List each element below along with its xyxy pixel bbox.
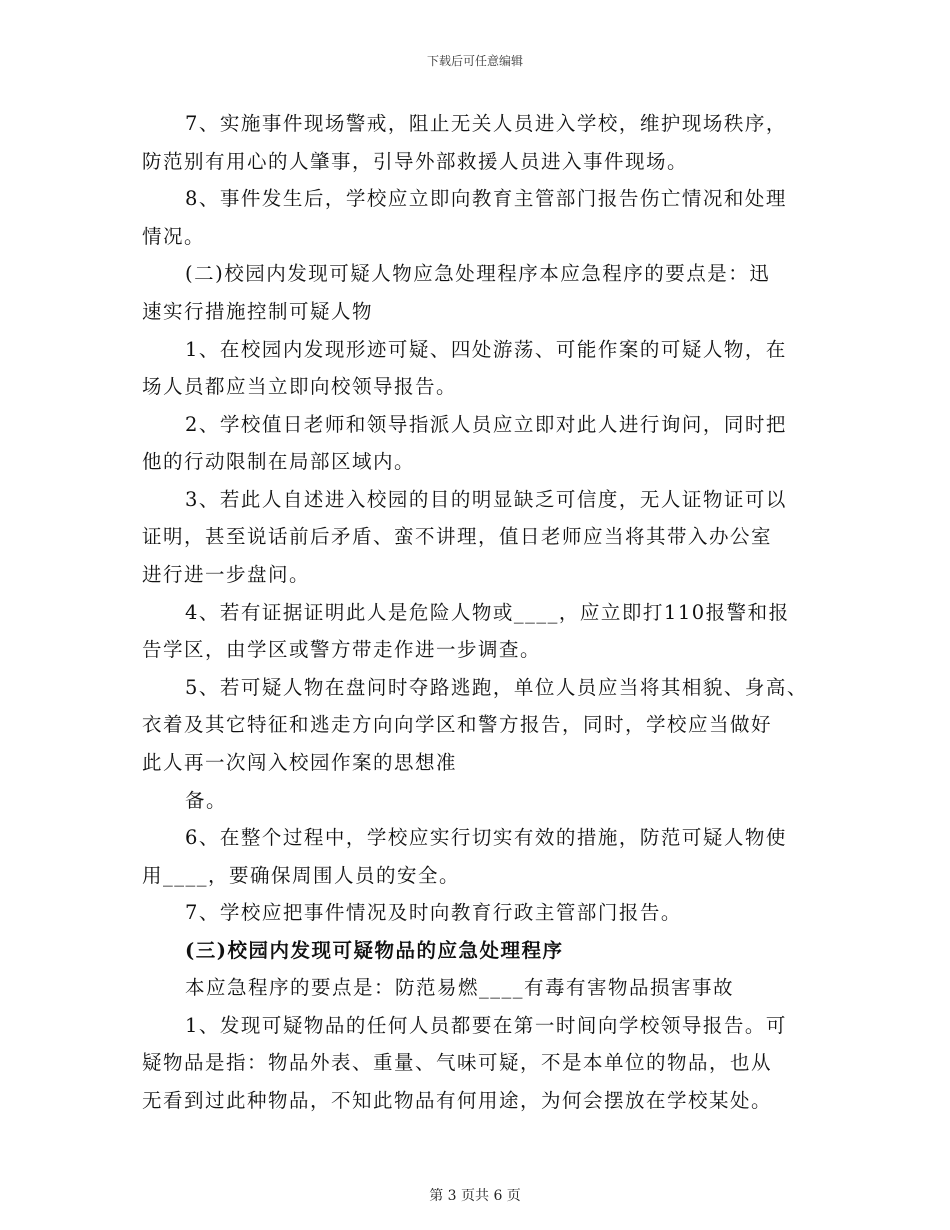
paragraph-line: 此人再一次闯入校园作案的思想准: [142, 751, 458, 774]
paragraph-line: 证明，甚至说话前后矛盾、蛮不讲理，值日老师应当将其带入办公室: [142, 525, 773, 548]
paragraph-line: 7、学校应把事件情况及时向教育行政主管部门报告。: [185, 901, 682, 924]
paragraph-line: 8、事件发生后，学校应立即向教育主管部门报告伤亡情况和处理: [185, 187, 787, 210]
paragraph-line: 1、发现可疑物品的任何人员都要在第一时间向学校领导报告。可: [185, 1014, 787, 1037]
paragraph-line: 6、在整个过程中，学校应实行切实有效的措施，防范可疑人物使: [185, 826, 787, 849]
page-header: 下载后可任意编辑: [426, 54, 523, 68]
paragraph-line: 衣着及其它特征和逃走方向向学区和警方报告，同时，学校应当做好: [142, 713, 773, 736]
paragraph-line: 无看到过此种物品，不知此物品有何用途，为何会摆放在学校某处。: [142, 1089, 773, 1112]
paragraph-line: 3、若此人自述进入校园的目的明显缺乏可信度，无人证物证可以: [185, 488, 787, 511]
paragraph-line: 场人员都应当立即向校领导报告。: [142, 375, 458, 398]
paragraph-line: 速实行措施控制可疑人物: [142, 300, 374, 323]
section-heading: (三)校园内发现可疑物品的应急处理程序: [185, 939, 564, 962]
paragraph-line: 1、在校园内发现形迹可疑、四处游荡、可能作案的可疑人物，在: [185, 338, 787, 361]
paragraph-line: 疑物品是指：物品外表、重量、气味可疑，不是本单位的物品，也从: [142, 1051, 773, 1074]
paragraph-line: 备。: [185, 789, 228, 812]
paragraph-line: 5、若可疑人物在盘问时夺路逃跑，单位人员应当将其相貌、身高、: [185, 676, 808, 699]
paragraph-line: 进行进一步盘问。: [142, 563, 311, 586]
paragraph-line: 2、学校值日老师和领导指派人员应立即对此人进行询问，同时把: [185, 413, 787, 436]
page-number: 第 3 页共 6 页: [429, 1188, 521, 1204]
paragraph-line: 情况。: [142, 225, 206, 248]
paragraph-line: 本应急程序的要点是：防范易燃____有毒有害物品损害事故: [185, 976, 735, 999]
paragraph-line: 告学区，由学区或警方带走作进一步调查。: [142, 638, 542, 661]
paragraph-line: 7、实施事件现场警戒，阻止无关人员进入学校，维护现场秩序，: [185, 112, 787, 135]
paragraph-line: 防范别有用心的人肇事，引导外部救援人员进入事件现场。: [142, 150, 689, 173]
paragraph-line: 他的行动限制在局部区域内。: [142, 450, 416, 473]
paragraph-line: (二)校园内发现可疑人物应急处理程序本应急程序的要点是：迅: [185, 262, 771, 285]
paragraph-line: 用____，要确保周围人员的安全。: [142, 864, 461, 887]
paragraph-line: 4、若有证据证明此人是危险人物或____，应立即打110报警和报: [185, 601, 790, 624]
